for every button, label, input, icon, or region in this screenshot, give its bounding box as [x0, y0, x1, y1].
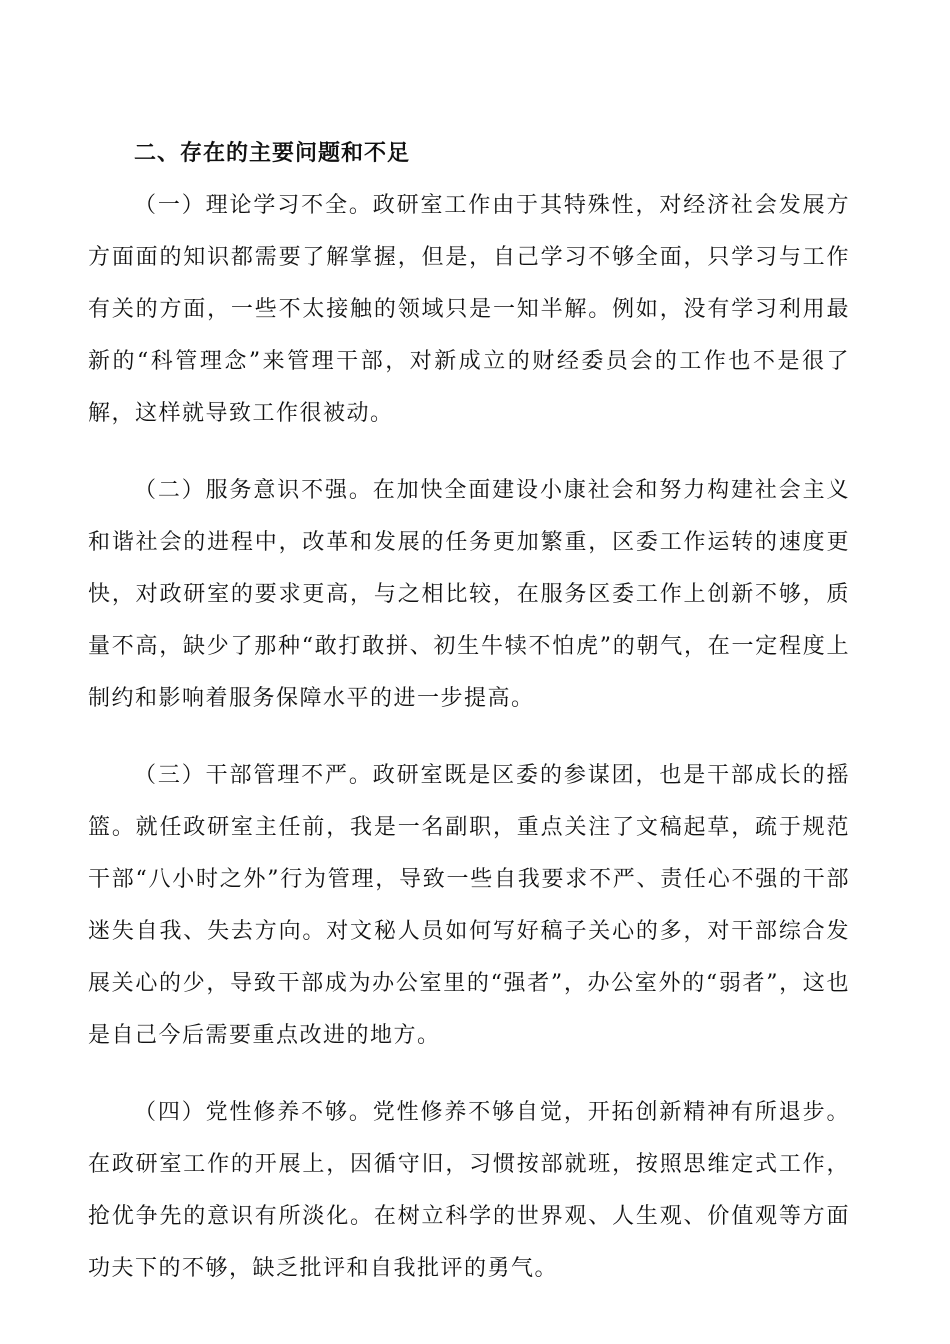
paragraph-party-cultivation: （四）党性修养不够。党性修养不够自觉，开拓创新精神有所退步。在政研室工作的开展上，因循守旧，习惯按部就班，按照思维定式工作，抢优争先的意识有所淡化。在树立科学的世界观、人生观、价值观等方面功夫下的不够，缺乏批评和自我批评的勇气。 — [88, 1100, 850, 1281]
paragraph-cadre-management: （三）干部管理不严。政研室既是区委的参谋团，也是干部成长的摇篮。就任政研室主任前，我是一名副职，重点关注了文稿起草，疏于规范干部“八小时之外”行为管理，导致一些自我要求不严、责任心不强的干部迷失自我、失去方向。对文秘人员如何写好稿子关心的多，对干部综合发展关心的少，导致干部成为办公室里的“强者”，办公室外的“弱者”，这也是自己今后需要重点改进的地方。 — [88, 763, 850, 1048]
paragraph-service-awareness: （二）服务意识不强。在加快全面建设小康社会和努力构建社会主义和谐社会的进程中，改革和发展的任务更加繁重，区委工作运转的速度更快，对政研室的要求更高，与之相比较，在服务区委工作上创新不够，质量不高，缺少了那种“敢打敢拼、初生牛犊不怕虎”的朝气，在一定程度上制约和影响着服务保障水平的进一步提高。 — [88, 478, 850, 711]
paragraph-theory-study: （一）理论学习不全。政研室工作由于其特殊性，对经济社会发展方方面面的知识都需要了解掌握，但是，自己学习不够全面，只学习与工作有关的方面，一些不太接触的领域只是一知半解。例如，没有学习利用最新的“科管理念”来管理干部，对新成立的财经委员会的工作也不是很了解，这样就导致工作很被动。 — [88, 193, 850, 426]
document-body — [88, 128, 850, 1320]
section-heading: 二、存在的主要问题和不足 — [134, 141, 411, 166]
